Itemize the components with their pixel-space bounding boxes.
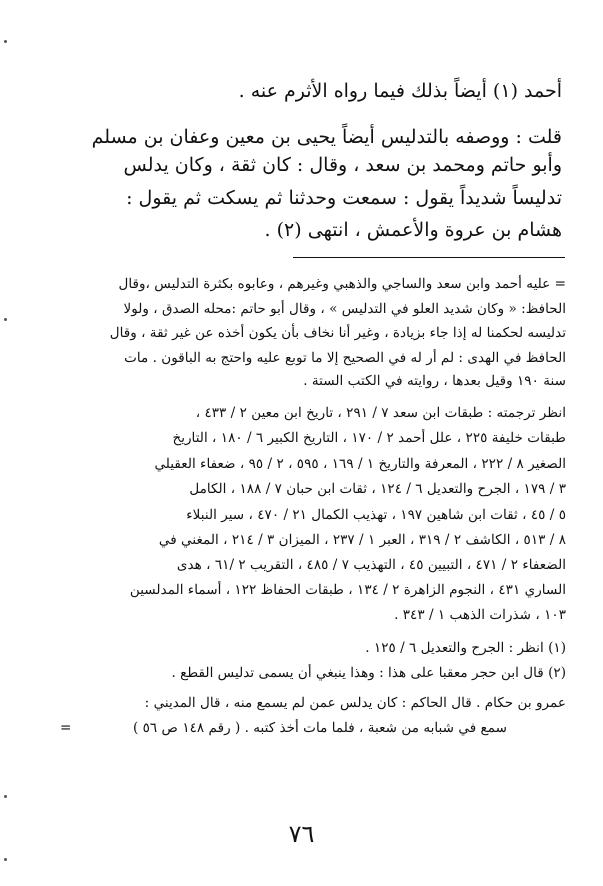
- footnote-2: (٢) قال ابن حجر معقبا على هذا : وهذا ينبغي أن يسمى تدليس القطع .: [171, 665, 566, 681]
- footnote-cont-line-2: الحافظ: « وكان شديد العلو في التدليس » ، وقال أبو حاتم :محله الصدق ، ولولا: [123, 301, 566, 317]
- main-para-line-1: قلت : ووصفه بالتدليس أيضاً يحيى بن معين وعفان بن مسلم: [91, 126, 562, 148]
- sources-line-5: ٥ / ٤٥ ، ثقات ابن شاهين ١٩٧ ، تهذيب الكمال ٢١ / ٤٧٠ ، سير النبلاء: [186, 507, 566, 523]
- sources-line-7: الضعفاء ٢ / ٤٧١ ، التبيين ٤٥ ، التهذيب ٧ / ٤٨٥ ، التقريب ٢ /٦١ ، هدى: [176, 557, 566, 573]
- main-para-line-2: وأبو حاتم ومحمد بن سعد ، وقال : كان ثقة ، وكان يدلس: [123, 154, 562, 176]
- sources-line-3: الصغير ٨ / ٢٢٢ ، المعرفة والتاريخ ١ / ١٦٩ ، ٥٩٥ ، ٢ / ٩٥ ، ضعفاء العقيلي: [154, 456, 566, 472]
- sources-line-9: ١٠٣ ، شذرات الذهب ١ / ٣٤٣ .: [394, 607, 566, 623]
- scan-speck: [4, 318, 7, 321]
- sources-line-8: الساري ٤٣١ ، النجوم الزاهرة ٢ / ١٣٤ ، طبقات الحفاظ ١٢٢ ، أسماء المدلسين: [129, 582, 566, 598]
- footnote-separator: [293, 257, 565, 258]
- footnote-cont-line-3: تدليسه لحكمنا له إذا جاء بزيادة ، وغير أنا نخاف بأن يكون أخذه عن غير ثقة ، وقال: [109, 325, 566, 341]
- scan-speck: [4, 858, 7, 861]
- scan-speck: [4, 795, 7, 798]
- scan-speck: [4, 40, 7, 43]
- footnote-cont-line-4: الحافظ في الهدى : لم أر له في الصحيح إلا ما توبع عليه واحتج به الباقون . مات: [124, 350, 566, 366]
- footnote-cont-line-1: = عليه أحمد وابن سعد والساجي والذهبي وغيرهم ، وعابوه بكثرة التدليس ،وقال: [118, 276, 566, 292]
- continued-mark: =: [60, 720, 72, 736]
- main-para-line-3: تدليساً شديداً يقول : سمعت وحدثنا ثم يسكت ثم يقول :: [126, 187, 562, 209]
- footnote-2-cont-line-1: عمرو بن حكام . قال الحاكم : كان يدلس عمن لم يسمع منه ، قال المديني :: [144, 695, 566, 711]
- sources-line-4: ٣ / ١٧٩ ، الجرح والتعديل ٦ / ١٢٤ ، ثقات ابن حبان ٧ / ١٨٨ ، الكامل: [189, 481, 566, 497]
- sources-line-1: انظر ترجمته : طبقات ابن سعد ٧ / ٢٩١ ، تاريخ ابن معين ٢ / ٤٣٣ ،: [195, 405, 566, 421]
- page-number: ٧٦: [288, 820, 315, 848]
- sources-line-6: ٨ / ٥١٣ ، الكاشف ٢ / ٣١٩ ، العبر ١ / ٢٣٧ ، الميزان ٣ / ٢١٤ ، المغني في: [158, 532, 566, 548]
- main-line-1: أحمد (١) أيضاً بذلك فيما رواه الأثرم عنه .: [238, 80, 562, 102]
- footnote-cont-line-5: سنة ١٩٠ وقيل بعدها ، روايته في الكتب الستة .: [303, 373, 566, 389]
- footnote-1: (١) انظر : الجرح والتعديل ٦ / ١٢٥ .: [365, 640, 566, 656]
- main-para-line-4: هشام بن عروة والأعمش ، انتهى (٢) .: [264, 219, 562, 241]
- footnote-2-cont-line-2: سمع في شبابه من شعبة ، فلما مات أخذ كتبه . ( رقم ١٤٨ ص ٥٦ ): [133, 720, 507, 736]
- sources-line-2: طبقات خليفة ٢٢٥ ، علل أحمد ٢ / ١٧٠ ، التاريخ الكبير ٦ / ١٨٠ ، التاريخ: [172, 430, 566, 446]
